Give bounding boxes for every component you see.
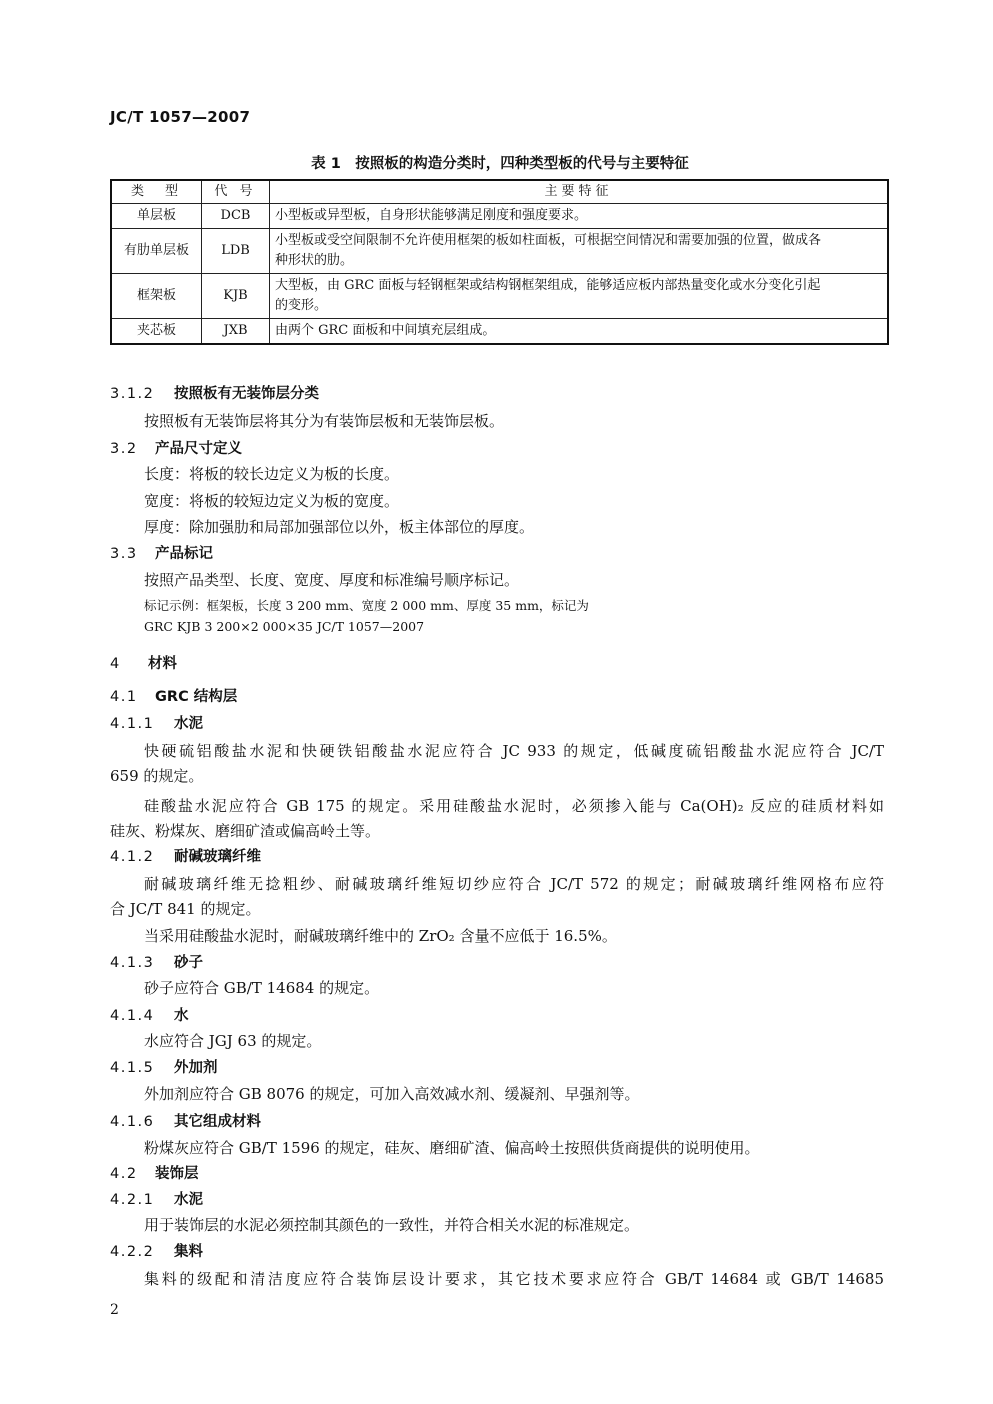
section-heading-3-1-2: [110, 382, 319, 403]
paragraph: 厚度：除加强肋和局部加强部位以外，板主体部位的厚度。: [144, 518, 535, 536]
paragraph: 水应符合 JGJ 63 的规定。: [144, 1032, 322, 1050]
section-number: 3.3: [110, 546, 138, 562]
classification-table: [110, 179, 889, 345]
cell-feature: 由两个 GRC 面板和中间填充层组成。: [270, 319, 889, 345]
section-number: 4.1.6: [110, 1114, 155, 1130]
section-number: 4.1.2: [110, 849, 155, 865]
cell-code: DCB: [202, 204, 270, 229]
section-number: 4.1.5: [110, 1060, 155, 1076]
section-number: 4.1.3: [110, 955, 155, 971]
section-title: 产品尺寸定义: [155, 441, 242, 457]
cell-type: 框架板: [111, 274, 202, 319]
section-title: 水泥: [174, 1192, 203, 1208]
table-caption: 表 1 按照板的构造分类时，四种类型板的代号与主要特征: [311, 156, 689, 172]
cell-type: 夹芯板: [111, 319, 202, 345]
section-number: 4.2: [110, 1166, 138, 1182]
section-heading-4: [110, 652, 177, 673]
section-number: 4.1.1: [110, 716, 155, 732]
section-number: 3.2: [110, 441, 138, 457]
section-title: 按照板有无装饰层分类: [174, 386, 319, 402]
table-row: [111, 319, 888, 345]
header-feature: 主要特征: [270, 180, 889, 204]
cell-feature: [270, 274, 889, 319]
section-number: 4.1.4: [110, 1008, 155, 1024]
table-row: [111, 204, 888, 229]
cell-code: KJB: [202, 274, 270, 319]
section-title: 水: [174, 1008, 189, 1024]
section-heading-4-1-2: [110, 845, 261, 866]
standard-number-header: JC/T 1057—2007: [110, 108, 251, 126]
cell-feature-line: 小型板或受空间限制不允许使用框架的板如柱面板，可根据空间情况和需要加强的位置，做成各: [275, 233, 822, 248]
section-heading-3-3: [110, 542, 213, 563]
cell-feature-line: 种形状的肋。: [275, 253, 354, 268]
section-number: 3.1.2: [110, 386, 155, 402]
section-number: 4.2.2: [110, 1244, 155, 1260]
marking-example-code: GRC KJB 3 200×2 000×35 JC/T 1057—2007: [144, 619, 425, 634]
section-title: 耐碱玻璃纤维: [174, 849, 261, 865]
section-title: GRC 结构层: [155, 689, 238, 705]
paragraph-continuation: 659 的规定。: [110, 767, 204, 785]
section-heading-4-2: [110, 1162, 199, 1183]
paragraph-continuation: 合 JC/T 841 的规定。: [110, 900, 261, 918]
paragraph: 长度：将板的较长边定义为板的长度。: [144, 465, 400, 483]
section-heading-4-1-4: [110, 1004, 189, 1025]
paragraph: 当采用硅酸盐水泥时，耐碱玻璃纤维中的 ZrO₂ 含量不应低于 16.5%。: [144, 927, 617, 945]
cell-type: 单层板: [111, 204, 202, 229]
section-title: 砂子: [174, 955, 203, 971]
section-heading-4-2-2: [110, 1240, 203, 1261]
paragraph: 按照板有无装饰层将其分为有装饰层板和无装饰层板。: [144, 412, 505, 430]
section-heading-4-1-1: [110, 712, 203, 733]
paragraph: 砂子应符合 GB/T 14684 的规定。: [144, 979, 380, 997]
paragraph: 宽度：将板的较短边定义为板的宽度。: [144, 492, 400, 510]
section-title: 装饰层: [155, 1166, 199, 1182]
section-heading-4-1: [110, 685, 237, 706]
section-title: 集料: [174, 1244, 203, 1260]
paragraph-continuation: 硅灰、粉煤灰、磨细矿渣或偏高岭土等。: [110, 822, 381, 840]
paragraph: 粉煤灰应符合 GB/T 1596 的规定，硅灰、磨细矿渣、偏高岭土按照供货商提供的说明使用。: [144, 1139, 760, 1157]
cell-code: JXB: [202, 319, 270, 345]
section-heading-4-1-5: [110, 1056, 218, 1077]
cell-feature: 小型板或异型板，自身形状能够满足刚度和强度要求。: [270, 204, 889, 229]
header-code: 代 号: [202, 180, 270, 204]
section-title: 外加剂: [174, 1060, 218, 1076]
paragraph: 硅酸盐水泥应符合 GB 175 的规定。采用硅酸盐水泥时，必须掺入能与 Ca(OH)₂ 反应的硅质材料如: [144, 797, 884, 815]
marking-example: 标记示例：框架板，长度 3 200 mm、宽度 2 000 mm、厚度 35 mm，标记为: [144, 598, 589, 613]
paragraph: 用于装饰层的水泥必须控制其颜色的一致性，并符合相关水泥的标准规定。: [144, 1216, 640, 1234]
section-number: 4.1: [110, 689, 138, 705]
table-header-row: [111, 180, 888, 204]
paragraph: 快硬硫铝酸盐水泥和快硬铁铝酸盐水泥应符合 JC 933 的规定，低碱度硫铝酸盐水泥应符合 JC/T: [144, 742, 884, 760]
cell-feature-line: 的变形。: [275, 298, 328, 313]
section-heading-4-1-3: [110, 951, 203, 972]
section-title: 产品标记: [155, 546, 213, 562]
section-title: 材料: [148, 656, 177, 672]
cell-type: 有肋单层板: [111, 229, 202, 274]
cell-feature-line: 大型板，由 GRC 面板与轻钢框架或结构钢框架组成，能够适应板内部热量变化或水分变化引起: [275, 278, 821, 293]
table-row: [111, 274, 888, 319]
section-number: 4.2.1: [110, 1192, 155, 1208]
section-heading-3-2: [110, 437, 242, 458]
page-number: 2: [110, 1302, 119, 1318]
section-number: 4: [110, 656, 121, 672]
section-title: 其它组成材料: [174, 1114, 261, 1130]
header-type: 类 型: [111, 180, 202, 204]
cell-code: LDB: [202, 229, 270, 274]
paragraph: 耐碱玻璃纤维无捻粗纱、耐碱玻璃纤维短切纱应符合 JC/T 572 的规定；耐碱玻璃纤维网格布应符: [144, 875, 884, 893]
paragraph: 集料的级配和清洁度应符合装饰层设计要求，其它技术要求应符合 GB/T 14684 或 GB/T 14685: [144, 1270, 884, 1288]
section-title: 水泥: [174, 716, 203, 732]
cell-feature: [270, 229, 889, 274]
section-heading-4-1-6: [110, 1110, 261, 1131]
paragraph: 按照产品类型、长度、宽度、厚度和标准编号顺序标记。: [144, 571, 520, 589]
table-row: [111, 229, 888, 274]
paragraph: 外加剂应符合 GB 8076 的规定，可加入高效减水剂、缓凝剂、早强剂等。: [144, 1085, 640, 1103]
section-heading-4-2-1: [110, 1188, 203, 1209]
